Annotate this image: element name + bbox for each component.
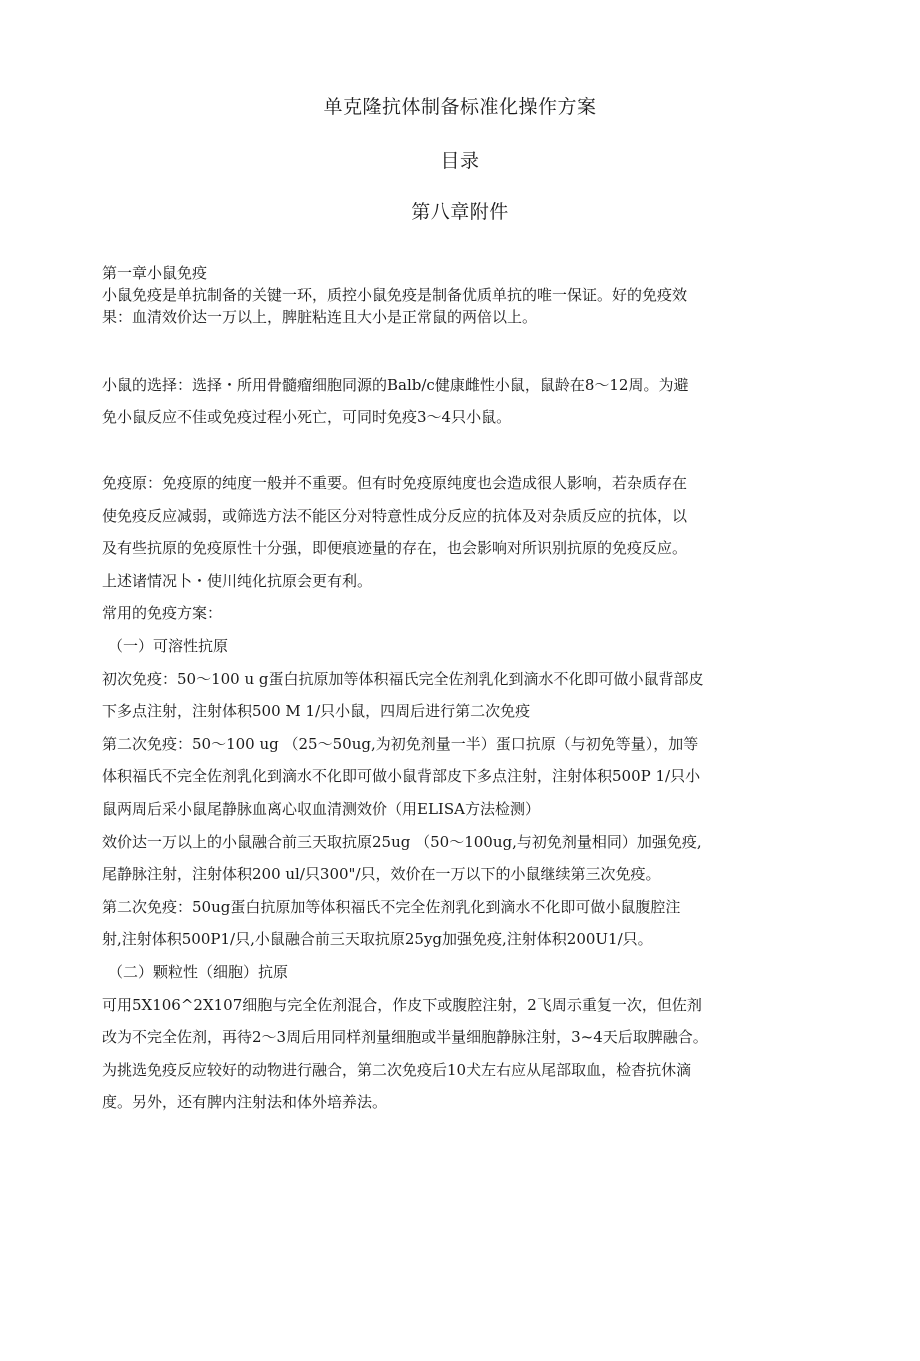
- document-title: 单克隆抗体制备标准化操作方案: [323, 96, 597, 118]
- paragraph-line: 尾静脉注射，注射体积200 ul/只300"/只，效价在一万以下的小鼠继续第三次免疫。: [102, 865, 661, 884]
- paragraph-line: 初次免疫：50～100 u g蛋白抗原加等体积福氏完全佐剂乳化到滴水不化即可做小鼠背部皮: [102, 669, 704, 688]
- paragraph-line: 效价达一万以上的小鼠融合前三天取抗原25ug （50～100ug,与初免剂量相同）加强免疫,: [102, 832, 702, 851]
- immunogen-section: [102, 467, 792, 1119]
- paragraph-line: 及有些抗原的免疫原性十分强，即便痕迹量的存在，也会影响对所识别抗原的免疫反应。: [102, 539, 688, 558]
- paragraph-line: 鼠两周后采小鼠尾静脉血离心収血清测效价（用ELISA方法检测）: [102, 799, 540, 818]
- paragraph-line: 使免疫反应减弱，或筛选方法不能区分对特意性成分反应的抗体及对杂质反应的抗体，以: [102, 506, 688, 525]
- subsection-heading-soluble: （一）可溶性抗原: [108, 636, 229, 655]
- mouse-selection-paragraph: [102, 369, 792, 433]
- paragraph-line: 果：血清效价达一万以上，脾脏粘连且大小是正常鼠的两倍以上。: [102, 308, 538, 326]
- chapter-8-heading: 第八章附件: [411, 201, 509, 223]
- section-1-heading: 第一章小鼠免疫: [102, 264, 208, 282]
- protocol-heading: 常用的免疫方案：: [102, 604, 223, 623]
- paragraph-line: 改为不完全佐剂，再待2～3周后用同样剂量细胞或半量细胞静脉注射，3~4天后取脾融合。: [102, 1028, 708, 1047]
- paragraph-line: 下多点注射，注射体积500 M 1/只小鼠，四周后进行第二次免疫: [102, 702, 531, 721]
- paragraph-line: 小鼠的选择：选择・所用骨髓瘤细胞同源的Balb/c健康雌性小鼠，鼠龄在8～12周。为避: [102, 376, 689, 394]
- paragraph-line: 小鼠免疫是单抗制备的关键一环，质控小鼠免疫是制备优质单抗的唯一保证。好的免疫效: [102, 286, 688, 304]
- toc-heading: 目录: [440, 150, 480, 172]
- paragraph-line: 第二次免疫：50ug蛋白抗原加等体积福氏不完全佐剂乳化到滴水不化即可做小鼠腹腔注: [102, 897, 681, 916]
- paragraph-line: 上述诸情况卜・使川纯化抗原会更有利。: [102, 571, 373, 590]
- paragraph-line: 第二次免疫：50～100 ug （25～50ug,为初免剂量一半）蛋口抗原（与初免等量），加等: [102, 734, 699, 753]
- paragraph-line: 免疫原：免疫原的纯度一般并不重要。但有时免疫原纯度也会造成很人影响，若杂质存在: [102, 474, 688, 492]
- subsection-heading-particulate: （二）颗粒性（细胞）抗原: [108, 962, 289, 981]
- section-1: [102, 262, 792, 328]
- paragraph-line: 度。另外，还有脾内注射法和体外培养法。: [102, 1093, 388, 1112]
- paragraph-line: 可用5X106^2X107细胞与完全佐剂混合，作皮下或腹腔注射，2飞周示重复一次，但佐剂: [102, 995, 702, 1014]
- paragraph-line: 体积福氏不完全佐剂乳化到滴水不化即可做小鼠背部皮下多点注射，注射体积500P 1/只小: [102, 767, 701, 786]
- paragraph-line: 免小鼠反应不佳或免疫过程小死亡，可同时免疫3～4只小鼠。: [102, 408, 512, 426]
- paragraph-line: 为挑选免疫反应较好的动物进行融合，第二次免疫后10犬左右应从尾部取血，检杳抗休滴: [102, 1060, 692, 1079]
- paragraph-line: 射,注射体积500P1/只,小鼠融合前三天取抗原25yg加强免疫,注射体积200U1/只。: [102, 930, 653, 949]
